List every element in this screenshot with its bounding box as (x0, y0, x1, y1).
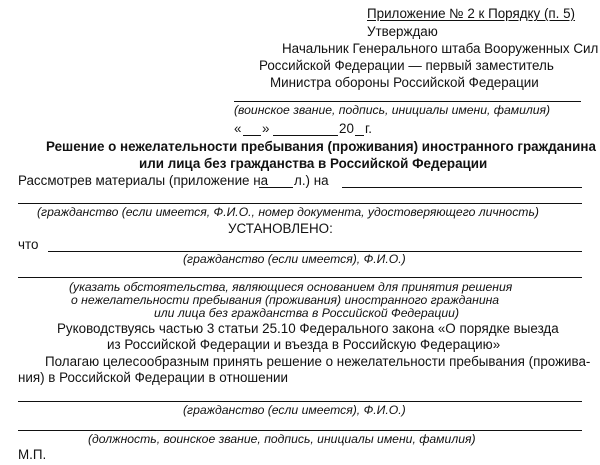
reviewed-suffix: л.) на (294, 173, 329, 188)
circumstances-caption-2: о нежелательности пребывания (проживания) иностранного гражданина (71, 293, 500, 307)
decision-title-line-2: или лица без гражданства в Российской Федерации (139, 156, 488, 171)
propose-line-2: ния) в Российской Федерации в отношении (18, 370, 288, 385)
stamp-label: М.П. (18, 447, 47, 462)
person-final-line (18, 401, 582, 402)
circumstances-line (18, 277, 582, 278)
caption-citizenship-fio: (гражданство (если имеется), Ф.И.О.) (183, 252, 406, 266)
pages-count-line (259, 187, 293, 188)
propose-line-1: Полагаю целесообразным принять решение о нежелательности пребывания (прожива- (45, 354, 591, 369)
date-month-line (273, 135, 338, 136)
date-quote-close: » (262, 121, 270, 136)
reviewed-prefix: Рассмотрев материалы (приложение на (18, 173, 269, 188)
date-day-line (243, 135, 261, 136)
date-year-line (355, 135, 364, 136)
appendix-reference: Приложение № 2 к Порядку (п. 5) (367, 6, 576, 21)
date-quote-open: « (234, 121, 242, 136)
circumstances-caption-3: или лица без гражданства в Российской Федерации) (154, 306, 459, 320)
guided-line-1: Руководствуясь частью 3 статьи 25.10 Федерального закона «О порядке выезда (57, 321, 559, 336)
official-title-line-1: Начальник Генерального штаба Вооруженных Сил (282, 41, 599, 56)
that-label: что (18, 237, 39, 252)
decision-title-line-1: Решение о нежелательности пребывания (проживания) иностранного гражданина (46, 139, 596, 154)
date-year: 20 (339, 121, 354, 136)
signature-caption: (воинское звание, подпись, инициалы имени, фамилия) (234, 103, 551, 117)
person-line-1 (342, 187, 582, 188)
date-suffix: г. (365, 121, 372, 136)
position-signature-line (18, 430, 582, 431)
official-title-line-3: Министра обороны Российской Федерации (270, 75, 539, 90)
person-line-2 (18, 203, 582, 204)
signature-line (234, 101, 581, 102)
official-title-line-2: Российской Федерации — первый заместитель (259, 58, 554, 73)
established-heading: УСТАНОВЛЕНО: (228, 221, 333, 236)
caption-citizenship-document: (гражданство (если имеется, Ф.И.О., номер документа, удостоверяющего личность) (37, 205, 539, 219)
circumstances-caption-1: (указать обстоятельства, являющиеся основанием для принятия решения (69, 280, 513, 294)
caption-position-signature: (должность, воинское звание, подпись, инициалы имени, фамилия) (88, 432, 476, 446)
approve-label: Утверждаю (367, 24, 438, 39)
guided-line-2: из Российской Федерации и въезда в Российскую Федерацию» (107, 337, 501, 352)
caption-citizenship-fio-2: (гражданство (если имеется), Ф.И.О.) (183, 403, 406, 417)
